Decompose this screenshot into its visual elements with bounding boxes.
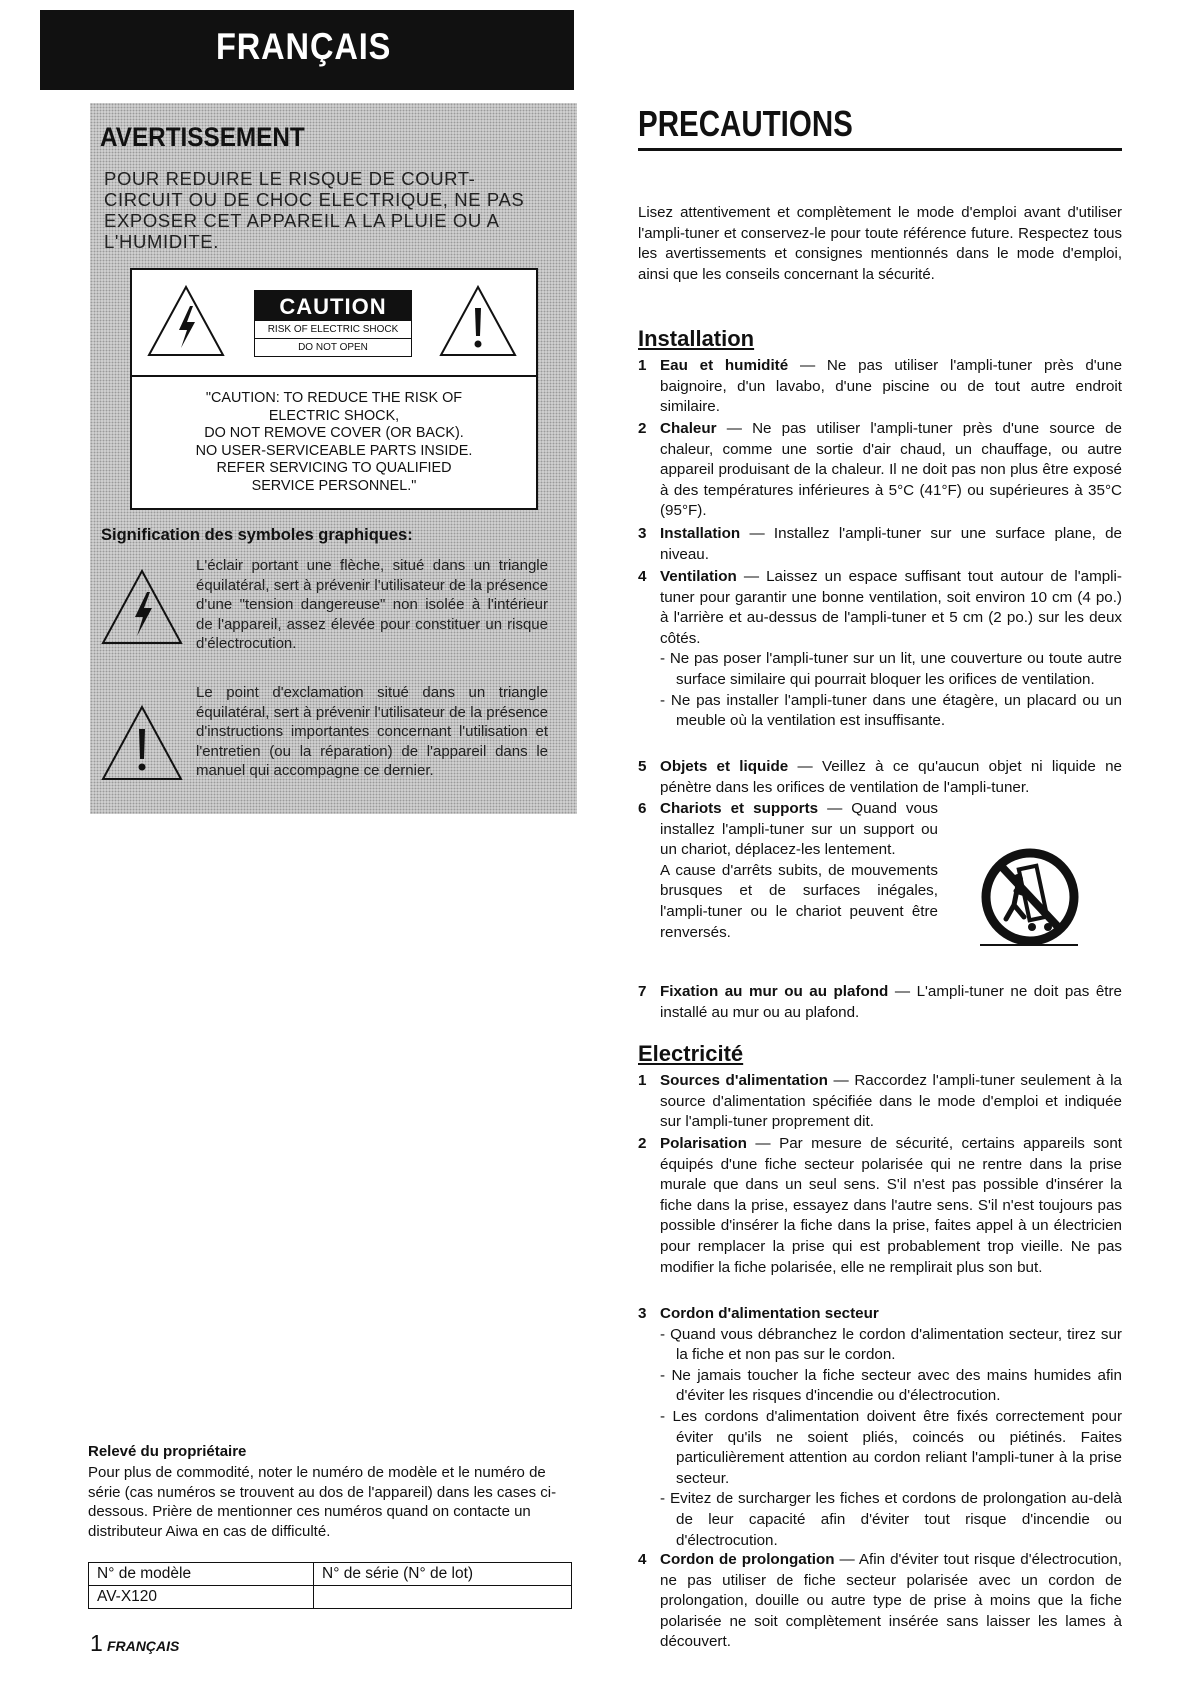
item-subpoint: - Les cordons d'alimentation doivent être fixés correctement pour éviter qu'ils ne soient pliés, coincés ou piétinés. Faites particulièrement attention au cordon reliant l'ampli-tuner à la prise secteur. (660, 1407, 1122, 1487)
model-header: N° de modèle (89, 1563, 314, 1586)
item-subpoint: - Ne pas installer l'ampli-tuner dans une étagère, un placard ou un meuble où la ventilation est insuffisante. (660, 691, 1122, 730)
installation-item-7 (638, 982, 1122, 1023)
caution-badge-risk: RISK OF ELECTRIC SHOCK (255, 321, 411, 339)
item-term: Sources d'alimentation (660, 1072, 828, 1089)
caution-line: SERVICE PERSONNEL." (251, 477, 417, 494)
electricite-item-2 (638, 1134, 1122, 1278)
owner-record-table (88, 1562, 572, 1609)
item-text: — L'ampli-tuner ne doit pas être installé au mur ou au plafond. (660, 983, 1122, 1021)
precautions-title: PRECAUTIONS (638, 103, 853, 144)
warning-title: AVERTISSEMENT (100, 122, 305, 152)
item-number: 7 (638, 983, 647, 1000)
item-text: — Afin d'éviter tout risque d'électrocution, ne pas utiliser de fiche secteur polarisée avec un cordon de prolongation, douille ou autre type de prise à moins que la fiche polarisée ne soit complètement insérée sans laisser les lames à découvert. (660, 1551, 1122, 1651)
item-text: — Ne pas utiliser l'ampli-tuner près d'une baignoire, d'un lavabo, d'une piscine ou de tout autre endroit similaire. (660, 357, 1123, 416)
caution-badge-title: CAUTION (255, 291, 411, 321)
item-number: 3 (638, 1305, 647, 1322)
title-rule (638, 148, 1122, 151)
installation-item-6 (638, 799, 938, 943)
exclamation-symbol-icon (100, 704, 184, 782)
language-banner (40, 10, 574, 90)
item-term: Installation (660, 525, 741, 542)
installation-item-2 (638, 419, 1122, 522)
item-term: Fixation au mur ou au plafond (660, 983, 889, 1000)
item-term: Ventilation (660, 568, 737, 585)
serial-header: N° de série (N° de lot) (314, 1563, 572, 1586)
installation-item-3 (638, 524, 1122, 565)
exclamation-symbol-text: Le point d'exclamation situé dans un triangle équilatéral, sert à prévenir l'utilisateur de la présence d'instructions importantes concernant l'utilisation et l'entretien (ou la réparation) de l'appareil dans le manuel qui accompagne ce dernier. (196, 684, 548, 779)
item-number: 3 (638, 525, 647, 542)
item-text: — Veillez à ce qu'aucun objet ni liquide ne pénètre dans les orifices de ventilation de l'ampli-tuner. (660, 758, 1122, 796)
item-number: 2 (638, 420, 647, 437)
item-term: Eau et humidité (660, 357, 789, 374)
electricite-item-1 (638, 1071, 1122, 1133)
item-text: — Laissez un espace suffisant tout autour de l'ampli-tuner pour garantir une bonne ventilation, soit environ 10 cm (4 po.) à l'arrière et au-dessus de l'ampli-tuner et 5 cm (2 po.) sur les deux côtés. (660, 568, 1122, 647)
caution-label-text (132, 390, 536, 495)
model-value: AV-X120 (89, 1586, 314, 1609)
caution-line: NO USER-SERVICEABLE PARTS INSIDE. (195, 442, 473, 459)
installation-item-1 (638, 356, 1122, 418)
electricite-item-3 (638, 1304, 1122, 1551)
item-subpoint: - Evitez de surcharger les fiches et cordons de prolongation au-delà de leur capacité afin d'éviter tout risque d'incendie ou d'électrocution. (660, 1490, 1122, 1549)
item-term: Cordon d'alimentation secteur (660, 1305, 879, 1322)
installation-heading: Installation (638, 326, 755, 351)
warning-text: POUR REDUIRE LE RISQUE DE COURT-CIRCUIT OU DE CHOC ELECTRIQUE, NE PAS EXPOSER CET APPAREIL A LA PLUIE OU A L'HUMIDITE. (104, 168, 525, 252)
installation-item-5 (638, 757, 1122, 798)
item-text: — Quand vous installez l'ampli-tuner sur un support ou un chariot, déplacez-les lentement. (660, 800, 938, 859)
item-number: 1 (638, 1072, 647, 1089)
caution-line: "CAUTION: TO REDUCE THE RISK OF (205, 390, 463, 406)
caution-label-header (132, 270, 536, 377)
item-term: Cordon de prolongation (660, 1551, 835, 1568)
owner-record-title: Relevé du propriétaire (88, 1443, 247, 1460)
language-banner-label: FRANÇAIS (216, 26, 392, 67)
item-text: — Ne pas utiliser l'ampli-tuner près d'une source de chaleur, comme une sortie d'air chaud, un chauffage, ou autre appareil produisant de la chaleur. Il ne doit pas non plus être exposé à des températures inférieures à 5°C (41°F) ou supérieures à 35°C (95°F). (660, 420, 1122, 520)
item-number: 5 (638, 758, 647, 775)
item-text: — Raccordez l'ampli-tuner seulement à la source d'alimentation spécifiée dans le mode d'emploi et indiquée sur l'ampli-tuner proprement dit. (660, 1072, 1122, 1131)
caution-badge (254, 290, 412, 357)
caution-line: DO NOT REMOVE COVER (OR BACK). (204, 425, 464, 441)
symbols-heading: Signification des symboles graphiques: (101, 526, 413, 544)
caution-line: ELECTRIC SHOCK, (268, 407, 400, 424)
item-subpoint: - Quand vous débranchez le cordon d'alimentation secteur, tirez sur la fiche et non pas sur le cordon. (660, 1325, 1122, 1364)
item-term: Chaleur (660, 420, 717, 437)
cart-tip-over-warning-icon (978, 847, 1082, 951)
caution-label-box (130, 268, 538, 510)
exclamation-triangle-icon (438, 284, 518, 358)
caution-line: REFER SERVICING TO QUALIFIED (216, 460, 452, 476)
item-number: 4 (638, 568, 647, 585)
item-subpoint: A cause d'arrêts subits, de mouvements brusques et de surfaces inégales, l'ampli-tuner ou le chariot peuvent être renversés. (660, 861, 938, 941)
lightning-symbol-icon (100, 568, 184, 646)
item-term: Polarisation (660, 1135, 747, 1152)
item-term: Objets et liquide (660, 758, 789, 775)
electricite-heading: Electricité (638, 1041, 744, 1066)
installation-item-4 (638, 567, 1122, 732)
lightning-symbol-text: L'éclair portant une flèche, situé dans un triangle équilatéral, sert à prévenir l'utilisateur de la présence d'une "tension dangereuse" non isolée à l'intérieur de l'appareil, assez élevée pour constituer un risque d'électrocution. (196, 557, 548, 652)
item-subpoint: - Ne pas poser l'ampli-tuner sur un lit, une couverture ou toute autre surface similaire qui pourrait bloquer les orifices de ventilation. (660, 650, 1122, 688)
serial-value (314, 1586, 572, 1609)
electricite-item-4 (638, 1550, 1122, 1653)
precautions-intro: Lisez attentivement et complètement le mode d'emploi avant d'utiliser l'ampli-tuner et conservez-le pour toute référence future. Respectez tous les avertissements et consignes mentionnés dans le mode d'emploi, ainsi que les conseils concernant la sécurité. (638, 204, 1122, 283)
footer-language: FRANÇAIS (107, 1638, 180, 1654)
item-number: 4 (638, 1551, 647, 1568)
item-subpoint: - Ne jamais toucher la fiche secteur avec des mains humides afin d'éviter les risques d'incendie ou d'électrocution. (660, 1366, 1122, 1405)
item-text: — Par mesure de sécurité, certains appareils sont équipés d'une fiche secteur polarisée qui ne rentre dans la prise murale que dans un seul sens. S'il n'est pas possible d'insérer la fiche dans la prise, essayez dans l'autre sens. S'il n'est toujours pas possible d'insérer la fiche dans la prise, faites appel à un électricien pour remplacer la prise qui est probablement trop vieille. Ne pas modifier la fiche polarisée, elle ne remplirait plus son but. (660, 1135, 1122, 1276)
item-term: Chariots et supports (660, 800, 819, 817)
owner-record-text: Pour plus de commodité, noter le numéro de modèle et le numéro de série (cas numéros se trouvent au dos de l'appareil) dans les cases ci-dessous. Prière de mentionner ces numéros quand on contacte un distributeur Aiwa en cas de difficulté. (88, 1464, 557, 1540)
item-number: 2 (638, 1135, 647, 1152)
page-number: 1 (90, 1630, 103, 1656)
item-number: 6 (638, 800, 647, 817)
caution-badge-open: DO NOT OPEN (298, 342, 368, 353)
item-number: 1 (638, 357, 647, 374)
lightning-triangle-icon (146, 284, 226, 358)
item-text: — Installez l'ampli-tuner sur une surface plane, de niveau. (660, 525, 1122, 563)
